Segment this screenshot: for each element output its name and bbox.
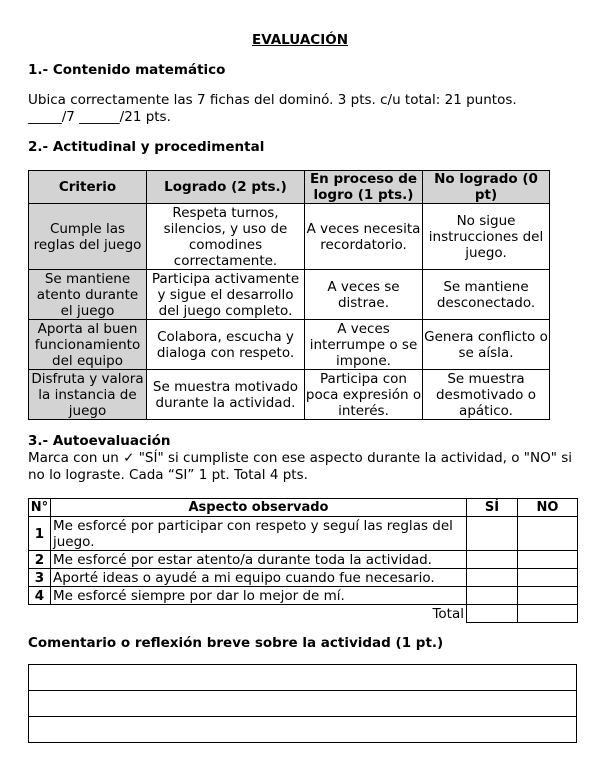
comment-box — [28, 664, 577, 743]
self-row-aspect: Me esforcé por estar atento/a durante toda la actividad. — [51, 551, 467, 569]
self-row — [29, 517, 578, 551]
rubric-header-no-logrado: No logrado (0 pt) — [423, 171, 550, 204]
rubric-header-en-proceso: En proceso de logro (1 pts.) — [305, 171, 423, 204]
self-row — [29, 569, 578, 587]
rubric-row — [29, 204, 550, 270]
rubric-cell-en-proceso: A veces necesita recordatorio. — [305, 204, 423, 270]
self-row — [29, 587, 578, 605]
page-title: EVALUACIÓN — [251, 32, 349, 48]
rubric-row — [29, 270, 550, 320]
self-row-aspect: Aporté ideas o ayudé a mi equipo cuando fue necesario. — [51, 569, 467, 587]
rubric-cell-criterio: Cumple las reglas del juego — [29, 204, 147, 270]
self-header-row — [29, 499, 578, 517]
rubric-table — [28, 170, 550, 420]
self-row-si-cell[interactable] — [467, 569, 518, 587]
rubric-cell-no-logrado: No sigue instrucciones del juego. — [423, 204, 550, 270]
section3-heading: 3.- Autoevaluación — [28, 433, 171, 449]
self-row-si-cell[interactable] — [467, 517, 518, 551]
rubric-cell-logrado: Respeta turnos, silencios, y uso de comodines correctamente. — [147, 204, 305, 270]
rubric-header-criterio: Criterio — [29, 171, 147, 204]
rubric-header-logrado: Logrado (2 pts.) — [147, 171, 305, 204]
comment-heading: Comentario o reflexión breve sobre la actividad (1 pt.) — [28, 635, 444, 651]
comment-line[interactable] — [29, 717, 577, 743]
section3-instruction2: no lo lograste. Cada “SI” 1 pt. Total 4 pts. — [28, 467, 308, 483]
rubric-cell-en-proceso: Participa con poca expresión o interés. — [305, 370, 422, 419]
self-evaluation-table — [28, 498, 578, 623]
rubric-cell-no-logrado: Se muestra desmotivado o apático. — [423, 370, 550, 420]
rubric-row — [29, 320, 550, 370]
section1-line1: Ubica correctamente las 7 fichas del dominó. 3 pts. c/u total: 21 puntos. — [28, 92, 517, 108]
section1-line2: _____/7 ______/21 pts. — [28, 109, 171, 125]
comment-line[interactable] — [29, 691, 577, 717]
self-total-label: Total — [29, 605, 467, 623]
rubric-cell-en-proceso: A veces interrumpe o se impone. — [305, 320, 423, 370]
self-total-row — [29, 605, 578, 623]
self-row-no-cell[interactable] — [518, 517, 578, 551]
self-row-aspect: Me esforcé por participar con respeto y seguí las reglas del juego. — [51, 517, 467, 551]
rubric-cell-logrado: Se muestra motivado durante la actividad. — [147, 370, 305, 420]
self-row-aspect: Me esforcé siempre por dar lo mejor de mí. — [51, 587, 467, 605]
self-header-num: N° — [29, 499, 51, 517]
self-row-no-cell[interactable] — [518, 587, 578, 605]
self-row-num: 1 — [29, 517, 51, 551]
self-row-no-cell[interactable] — [518, 551, 578, 569]
self-total-si-cell[interactable] — [467, 605, 518, 623]
section2-heading: 2.- Actitudinal y procedimental — [28, 139, 265, 155]
rubric-cell-criterio: Aporta al buen funcionamiento del equipo — [29, 320, 147, 370]
comment-line[interactable] — [29, 665, 577, 691]
self-row-si-cell[interactable] — [467, 587, 518, 605]
self-row-num: 4 — [29, 587, 51, 605]
self-row-si-cell[interactable] — [467, 551, 518, 569]
self-header-si: SÍ — [467, 499, 518, 517]
rubric-cell-criterio: Disfruta y valora la instancia de juego — [29, 370, 147, 420]
rubric-cell-no-logrado: Se mantiene desconectado. — [423, 270, 550, 320]
rubric-cell-criterio: Se mantiene atento durante el juego — [29, 270, 147, 320]
self-total-no-cell[interactable] — [518, 605, 578, 623]
rubric-cell-logrado: Colabora, escucha y dialoga con respeto. — [147, 320, 305, 370]
rubric-cell-logrado: Participa activamente y sigue el desarrollo del juego completo. — [147, 270, 305, 320]
rubric-cell-no-logrado: Genera conflicto o se aísla. — [423, 320, 550, 370]
section1-heading: 1.- Contenido matemático — [28, 62, 226, 78]
self-row — [29, 551, 578, 569]
self-row-num: 3 — [29, 569, 51, 587]
rubric-row — [29, 370, 550, 420]
self-row-no-cell[interactable] — [518, 569, 578, 587]
self-row-num: 2 — [29, 551, 51, 569]
rubric-header-row — [29, 171, 550, 204]
rubric-cell-en-proceso: A veces se distrae. — [305, 270, 423, 320]
self-header-no: NO — [518, 499, 578, 517]
section3-instruction1: Marca con un ✓ "SÍ" si cumpliste con ese aspecto durante la actividad, o "NO" si — [28, 450, 573, 466]
self-header-aspect: Aspecto observado — [51, 499, 467, 517]
